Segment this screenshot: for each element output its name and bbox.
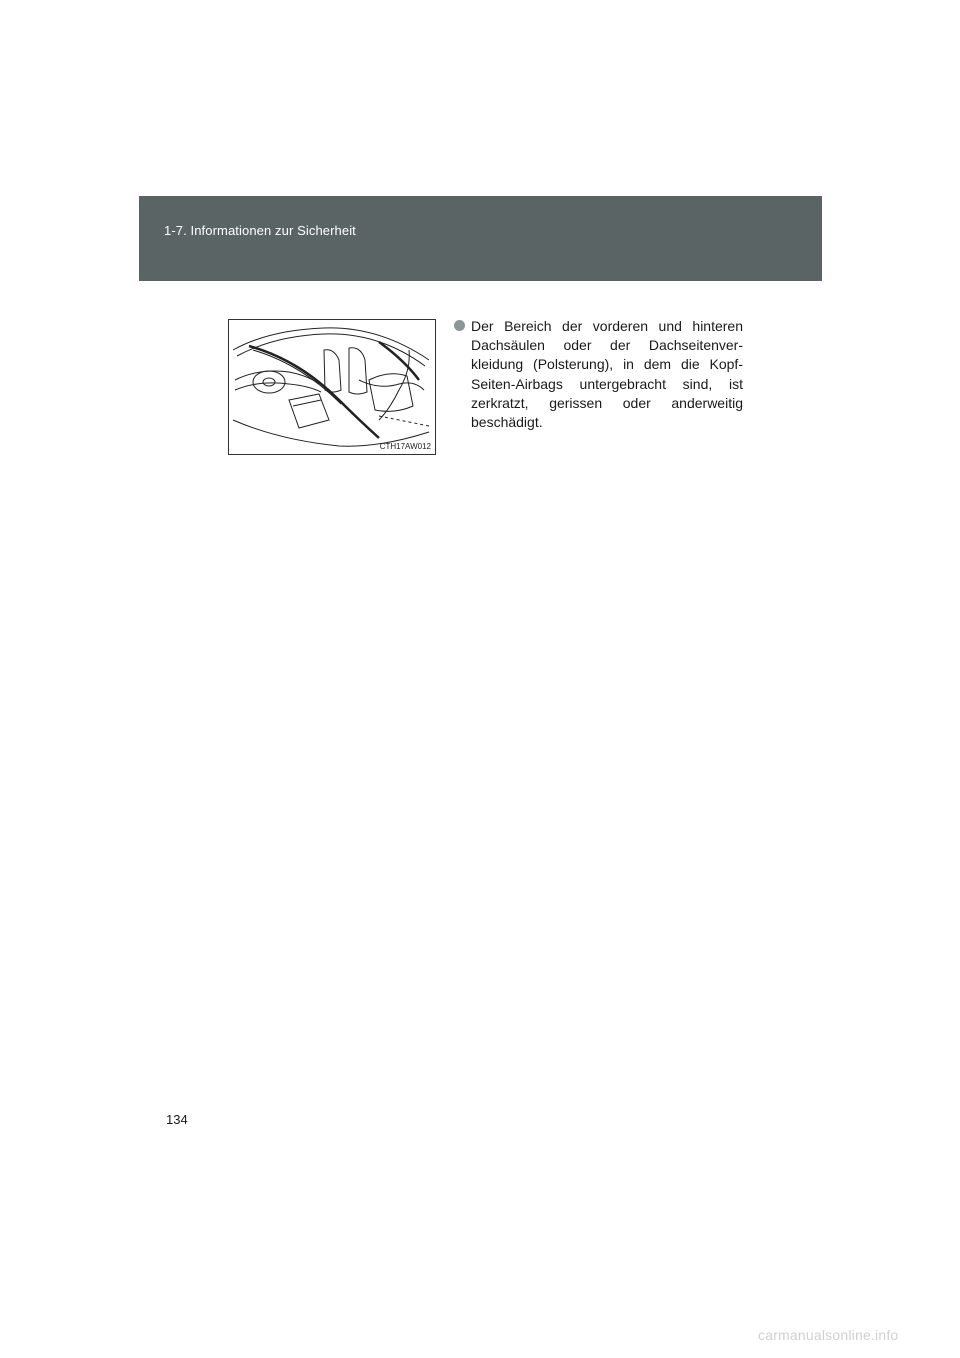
watermark: carmanualsonline.info <box>758 1327 899 1343</box>
bullet-dot-icon <box>454 320 465 331</box>
section-header <box>139 196 822 281</box>
bullet-item <box>454 317 743 432</box>
page-number: 134 <box>166 1112 188 1127</box>
bullet-text: Der Bereich der vorderen und hinteren Dachsäulen oder der Dachseitenver- kleidung (Polsterung), in dem die Kopf- Seiten-Airbags untergebracht sind, ist zerkratzt, gerissen oder anderweitig beschädigt. <box>471 318 743 431</box>
car-interior-illustration <box>228 319 436 455</box>
figure-code: CTH17AW012 <box>379 442 431 451</box>
car-interior-drawing <box>229 320 436 455</box>
section-title: 1-7. Informationen zur Sicherheit <box>164 223 356 238</box>
